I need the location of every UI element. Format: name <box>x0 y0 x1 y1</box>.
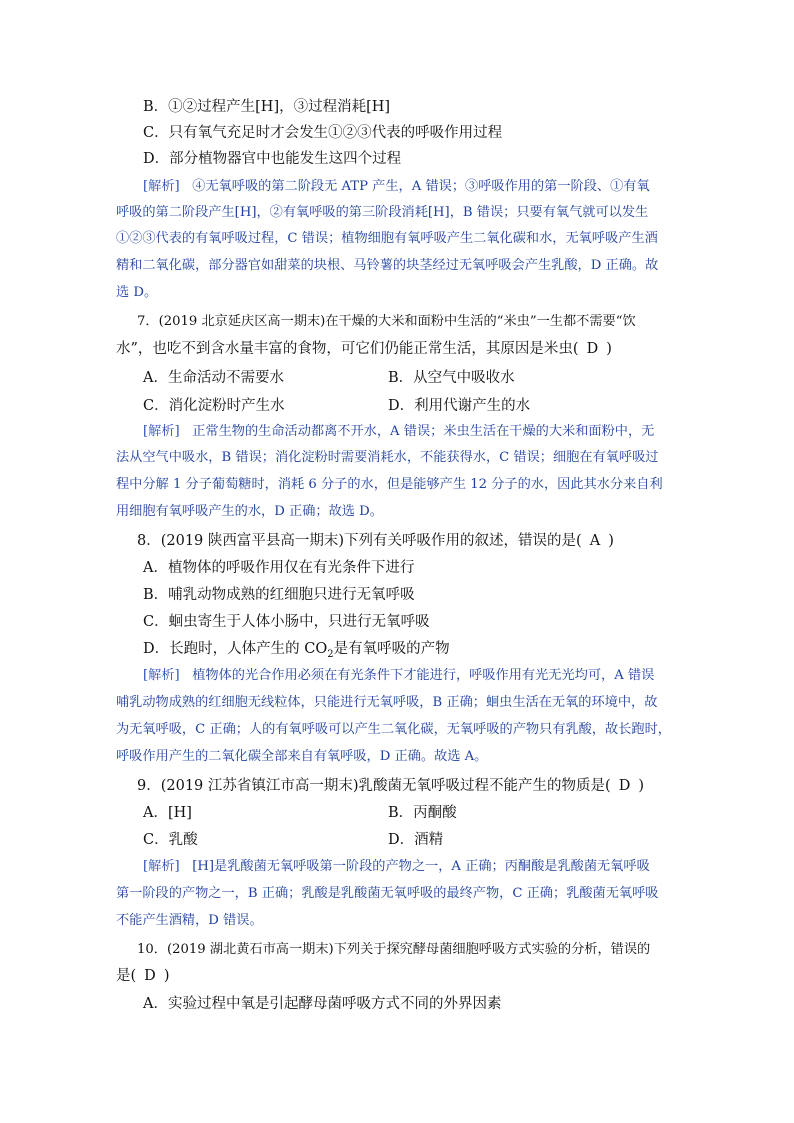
q6-option-c: C．只有氧气充足时才会发生①②③代表的呼吸作用过程 <box>143 125 503 141</box>
q10-stem-line-2 <box>116 966 169 986</box>
q9-explanation-line-2: 第一阶段的产物之一，B 正确；乳酸是乳酸菌无氧呼吸的最终产物，C 正确；乳酸菌无氧呼吸 <box>116 886 659 901</box>
q7-stem-text: 水”，也吃不到含水量丰富的食物，可它们仍能正常生活，其原因是米虫( <box>116 341 579 357</box>
q8-explanation-line-3: 为无氧呼吸，C 正确；人的有氧呼吸可以产生二氧化碳，无氧呼吸的产物只有乳酸，故长跑时， <box>116 722 671 737</box>
q9-option-c: C．乳酸 <box>143 832 198 848</box>
q8-explanation-line-1 <box>143 666 654 686</box>
q8-option-d-subscript: 2 <box>327 648 334 660</box>
q8-answer: A <box>589 533 601 549</box>
q7-answer: D <box>586 341 599 357</box>
q7-option-a: A．生命活动不需要水 <box>143 370 284 386</box>
q9-option-a: A．[H] <box>143 805 192 821</box>
q9-answer: D <box>618 778 631 794</box>
q8-option-d-text-end: 是有氧呼吸的产物 <box>333 641 450 657</box>
q9-explanation-line-3: 不能产生酒精，D 错误。 <box>116 913 263 928</box>
q10-option-a: A．实验过程中氧是引起酵母菌呼吸方式不同的外界因素 <box>143 996 502 1012</box>
q6-explanation-line-3: ①②③代表的有氧呼吸过程，C 错误；植物细胞有氧呼吸产生二氧化碳和水，无氧呼吸产生酒 <box>116 231 658 246</box>
q7-option-c: C．消化淀粉时产生水 <box>143 398 285 414</box>
q6-explanation-line-2: 呼吸的第二阶段产生[H]，②有氧呼吸的第三阶段消耗[H]，B 错误；只要有氧气就可以发生 <box>116 205 649 220</box>
q7-close-paren: ) <box>606 341 612 357</box>
q10-answer: D <box>144 968 156 984</box>
q9-explanation-line-1 <box>143 857 650 877</box>
q6-explanation-line-5: 选 D。 <box>116 285 158 300</box>
q8-option-a: A．植物体的呼吸作用仅在有光条件下进行 <box>143 560 415 576</box>
q6-option-d: D．部分植物器官中也能发生这四个过程 <box>143 151 402 167</box>
q8-option-d-text: D．长跑时，人体产生的 CO <box>143 641 328 657</box>
q7-explanation-line-1 <box>143 422 654 442</box>
q9-option-d: D．酒精 <box>388 832 444 848</box>
q6-explanation-line-4: 精和二氧化碳，部分器官如甜菜的块根、马铃薯的块茎经过无氧呼吸会产生乳酸，D 正确。故 <box>116 258 659 273</box>
q8-option-c: C．蛔虫寄生于人体小肠中，只进行无氧呼吸 <box>143 614 430 630</box>
q7-stem-line-2 <box>116 339 612 359</box>
q9-close-paren: ) <box>638 778 645 794</box>
q7-explanation-line-3: 程中分解 1 分子葡萄糖时，消耗 6 分子的水，但是能够产生 12 分子的水，因此其水分来自利 <box>116 477 663 492</box>
q8-option-b: B．哺乳动物成熟的红细胞只进行无氧呼吸 <box>143 587 415 603</box>
q9-stem <box>137 776 644 796</box>
q7-explanation-text-1: 正常生物的生命活动都离不开水，A 错误；米虫生活在干燥的大米和面粉中，无 <box>192 424 655 439</box>
q8-explanation-text-1: 植物体的光合作用必须在有光条件下才能进行，呼吸作用有光无光均可，A 错误 <box>192 668 655 683</box>
explanation-tag: [解析] <box>143 179 180 194</box>
q8-explanation-line-4: 呼吸作用产生的二氧化碳全部来自有氧呼吸，D 正确。故选 A。 <box>116 749 488 764</box>
explanation-tag: [解析] <box>143 424 180 439</box>
q8-explanation-line-2: 哺乳动物成熟的红细胞无线粒体，只能进行无氧呼吸，B 正确；蛔虫生活在无氧的环境中，故 <box>116 695 658 710</box>
q9-option-b: B．丙酮酸 <box>388 805 457 821</box>
q10-stem-text: 是( <box>116 968 137 984</box>
q6-option-b: B．①②过程产生[H]，③过程消耗[H] <box>143 99 391 115</box>
q10-stem-line-1: 10．(2019 湖北黄石市高一期末)下列关于探究酵母菌细胞呼吸方式实验的分析，错误的 <box>137 942 651 957</box>
q6-explanation-text-1: ④无氧呼吸的第二阶段无 ATP 产生，A 错误；③呼吸作用的第一阶段、①有氧 <box>192 179 650 194</box>
q7-explanation-line-4: 用细胞有氧呼吸产生的水，D 正确；故选 D。 <box>116 504 383 519</box>
q8-stem <box>137 531 614 551</box>
q8-stem-text: 8．(2019 陕西富平县高一期末)下列有关呼吸作用的叙述，错误的是( <box>137 533 582 549</box>
q6-explanation-line-1 <box>143 177 650 197</box>
q8-option-d <box>143 639 450 665</box>
q9-stem-text: 9．(2019 江苏省镇江市高一期末)乳酸菌无氧呼吸过程不能产生的物质是( <box>137 778 611 794</box>
explanation-tag: [解析] <box>143 859 180 874</box>
explanation-tag: [解析] <box>143 668 180 683</box>
q7-explanation-line-2: 法从空气中吸水，B 错误；消化淀粉时需要消耗水，不能获得水，C 错误；细胞在有氧呼吸过 <box>116 450 659 465</box>
q7-option-d: D．利用代谢产生的水 <box>388 398 531 414</box>
q7-option-b: B．从空气中吸收水 <box>388 370 515 386</box>
q10-close-paren: ) <box>163 968 170 984</box>
q9-explanation-text-1: [H]是乳酸菌无氧呼吸第一阶段的产物之一，A 正确；丙酮酸是乳酸菌无氧呼吸 <box>192 859 650 874</box>
q8-close-paren: ) <box>608 533 614 549</box>
q7-stem-line-1: 7．(2019 北京延庆区高一期末)在干燥的大米和面粉中生活的“米虫”一生都不需要“饮 <box>137 314 636 329</box>
